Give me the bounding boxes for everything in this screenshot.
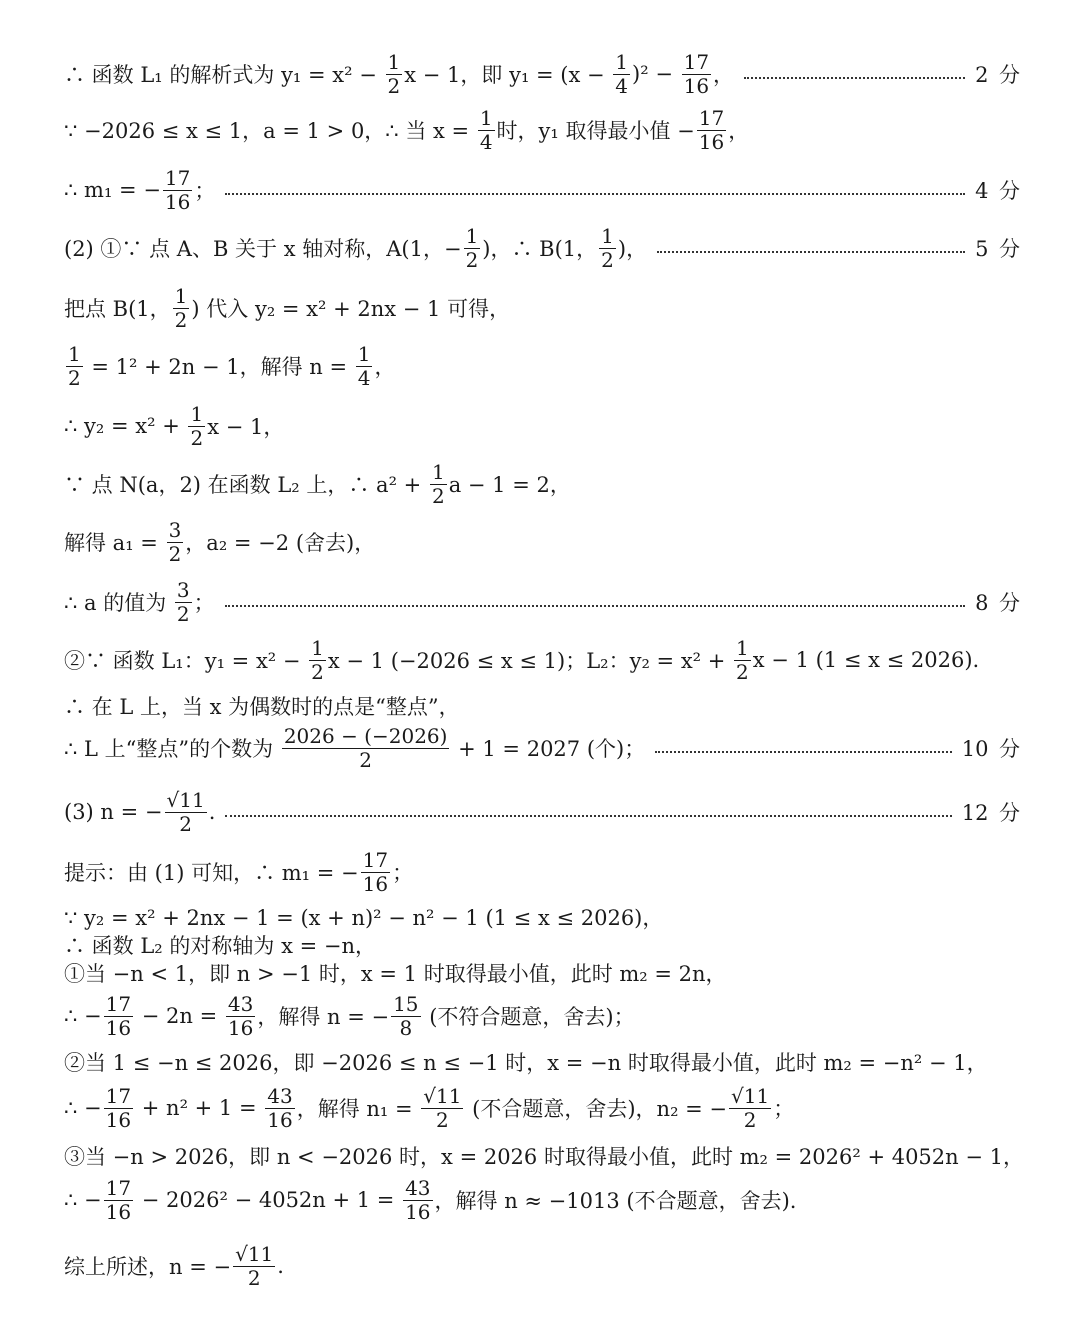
score-points: 8 (975, 591, 989, 615)
math-text: ； (193, 591, 215, 615)
math-text: . (277, 1254, 284, 1278)
math-text: ∴ 函数 L₁ 的解析式为 y₁ = x² − (64, 63, 384, 87)
dot-leader (657, 251, 965, 253)
fraction (104, 1083, 133, 1132)
score-points: 4 (975, 179, 989, 203)
fraction-numerator: 43 (227, 991, 254, 1016)
math-text: ∵ y₂ = x² + 2nx − 1 = (x + n)² − n² − 1 (1 ≤ x ≤ 2026)， (64, 906, 664, 930)
math-text: ②∵ 函数 L₁：y₁ = x² − (64, 649, 308, 673)
fraction (430, 459, 447, 508)
solution-line (64, 782, 1020, 842)
solution-line (64, 396, 1020, 456)
line-content (64, 1175, 797, 1224)
score-points: 10 (961, 737, 989, 761)
fraction-denominator: 2 (68, 365, 81, 390)
math-text: ∵ 点 N(a，2) 在函数 L₂ 上，∴ a² + (64, 473, 428, 497)
fraction (599, 223, 616, 272)
fraction-numerator: 1 (68, 341, 81, 366)
math-text: ； (773, 1097, 795, 1121)
fraction (167, 517, 184, 566)
math-text: 把点 B(1， (64, 297, 171, 321)
fraction-numerator: 1 (357, 341, 371, 366)
line-content (64, 105, 750, 154)
math-text: ， (728, 119, 750, 143)
line-content (64, 49, 735, 98)
fraction-numerator: √11 (235, 1241, 274, 1266)
math-text: (不合题意，舍去)，n₂ = − (465, 1097, 728, 1121)
math-text: x − 1，即 y₁ = (x − (404, 63, 612, 87)
fraction-denominator: 16 (405, 1199, 431, 1224)
fraction-numerator: 1 (736, 635, 749, 660)
fraction-numerator: √11 (423, 1083, 462, 1108)
fraction-numerator: 1 (387, 49, 401, 74)
fraction-denominator: 2 (190, 425, 204, 450)
fraction-denominator: 2 (431, 483, 445, 508)
fraction (729, 1083, 771, 1132)
math-text: ∴ − (64, 1096, 102, 1120)
math-text: + 1 = 2027 (个)； (451, 737, 646, 761)
score-unit: 分 (988, 237, 1020, 261)
fraction-numerator: 2026 − (−2026) (283, 723, 448, 748)
fraction-denominator: 8 (399, 1015, 413, 1040)
math-text: . (208, 800, 216, 824)
score-label (975, 175, 1020, 205)
math-text: ， (713, 63, 735, 87)
line-content (64, 401, 285, 450)
fraction-numerator: 1 (431, 459, 445, 484)
fraction (165, 787, 207, 836)
line-content (64, 723, 646, 772)
fraction-denominator: 16 (362, 871, 389, 896)
solution-line (64, 218, 1020, 278)
fraction-numerator: 17 (698, 105, 725, 130)
fraction (421, 1083, 463, 1132)
line-content (64, 958, 727, 988)
math-text: ∴ y₂ = x² + (64, 414, 187, 438)
line-content (64, 787, 216, 836)
math-text: 时，y₁ 取得最小值 − (496, 119, 695, 143)
score-label (962, 733, 1020, 763)
line-content (64, 283, 511, 332)
fraction-denominator: 2 (168, 541, 182, 566)
math-text: − 2026² − 4052n + 1 = (135, 1188, 402, 1212)
fraction (175, 577, 192, 626)
fraction-denominator: 2 (743, 1107, 757, 1132)
fraction (233, 1241, 275, 1290)
fraction-numerator: 1 (174, 283, 188, 308)
dot-leader (225, 815, 951, 817)
fraction-numerator: 1 (190, 401, 204, 426)
score-unit: 分 (988, 179, 1020, 203)
math-text: )² − (632, 62, 680, 86)
score-label (975, 59, 1020, 89)
fraction-numerator: 43 (267, 1083, 293, 1108)
line-content (64, 691, 460, 721)
fraction-denominator: 2 (179, 811, 192, 836)
math-text: ∴ m₁ = − (64, 178, 161, 202)
fraction-numerator: 1 (479, 105, 493, 130)
math-text: ，解得 n₁ = (296, 1097, 420, 1121)
math-text: ； (194, 179, 216, 203)
fraction-denominator: 2 (311, 659, 324, 684)
score-label (975, 587, 1020, 617)
math-text: ∴ a 的值为 (64, 591, 173, 615)
fraction-numerator: 1 (311, 635, 324, 660)
fraction-denominator: 4 (615, 73, 629, 98)
math-text: x − 1， (207, 415, 285, 439)
math-text: ③当 −n > 2026，即 n < −2026 时，x = 2026 时取得最小值，此时 m₂ = 2026² + 4052n − 1， (64, 1145, 1024, 1169)
math-text: ) 代入 y₂ = x² + 2nx − 1 可得， (191, 297, 511, 321)
math-text: ②当 1 ≤ −n ≤ 2026，即 −2026 ≤ n ≤ −1 时，x = −n 时取得最小值，此时 m₂ = −n² − 1， (64, 1051, 988, 1075)
score-points: 12 (961, 801, 989, 825)
dot-leader (225, 193, 965, 195)
fraction-denominator: 2 (387, 73, 401, 98)
fraction-numerator: 1 (601, 223, 614, 248)
math-text: ∴ 在 L 上，当 x 为偶数时的点是“整点”， (64, 695, 460, 719)
math-text: ， (374, 355, 396, 379)
math-text: = 1² + 2n − 1，解得 n = (84, 355, 354, 379)
fraction-denominator: 2 (601, 247, 614, 272)
fraction-denominator: 2 (465, 247, 479, 272)
fraction (188, 401, 205, 450)
line-content (64, 459, 571, 508)
fraction (163, 165, 192, 214)
math-text: (2) ①∵ 点 A、B 关于 x 轴对称，A(1，− (64, 237, 462, 261)
fraction-denominator: 16 (267, 1107, 293, 1132)
solution-line (64, 512, 1020, 572)
dot-leader (655, 751, 952, 753)
solution-line (64, 572, 1020, 632)
math-text: − 2n = (135, 1004, 224, 1028)
fraction-denominator: 4 (357, 365, 371, 390)
fraction-numerator: 17 (105, 1083, 132, 1108)
score-label (962, 797, 1020, 827)
line-content (64, 577, 215, 626)
solution-line (64, 718, 1020, 778)
math-text: ①当 −n < 1，即 n > −1 时，x = 1 时取得最小值，此时 m₂ = 2n， (64, 962, 727, 986)
fraction-denominator: 4 (479, 129, 493, 154)
math-text: (不符合题意，舍去)； (422, 1005, 635, 1029)
math-text: ，解得 n ≈ −1013 (不合题意，舍去). (434, 1189, 797, 1213)
fraction-numerator: 1 (615, 49, 629, 74)
math-text: 解得 a₁ = (64, 531, 165, 555)
solution-line (64, 44, 1020, 104)
fraction-numerator: √11 (166, 787, 205, 812)
math-text: ∴ L 上“整点”的个数为 (64, 737, 280, 761)
solution-line (64, 160, 1020, 220)
score-label (975, 233, 1020, 263)
math-text: ∴ 函数 L₂ 的对称轴为 x = −n， (64, 934, 376, 958)
fraction-denominator: 2 (359, 747, 372, 772)
fraction (478, 105, 495, 154)
math-text: )， (617, 237, 648, 261)
fraction-numerator: 1 (465, 223, 479, 248)
math-text: )，∴ B(1， (482, 237, 598, 261)
math-text: x − 1 (1 ≤ x ≤ 2026). (752, 648, 980, 672)
fraction (104, 1175, 133, 1224)
score-unit: 分 (988, 63, 1020, 87)
fraction-denominator: 16 (105, 1107, 132, 1132)
fraction-denominator: 2 (736, 659, 749, 684)
score-points: 5 (975, 237, 989, 261)
line-content (64, 165, 216, 214)
fraction (403, 1175, 432, 1224)
math-text: (3) n = − (64, 800, 163, 824)
score-points: 2 (975, 63, 989, 87)
fraction-numerator: 3 (176, 577, 190, 602)
fraction-numerator: 17 (683, 49, 710, 74)
score-unit: 分 (988, 591, 1020, 615)
solution-line (64, 1170, 1020, 1230)
fraction-denominator: 16 (698, 129, 725, 154)
math-text: + n² + 1 = (135, 1096, 264, 1120)
line-content (64, 1047, 988, 1077)
fraction-denominator: 16 (227, 1015, 254, 1040)
line-content (64, 517, 376, 566)
math-text: ∵ −2026 ≤ x ≤ 1，a = 1 > 0，∴ 当 x = (64, 119, 476, 143)
dot-leader (744, 77, 965, 79)
line-content (64, 1083, 795, 1132)
fraction-numerator: 17 (105, 991, 132, 1016)
fraction-denominator: 16 (164, 189, 191, 214)
fraction-numerator: √11 (731, 1083, 770, 1108)
fraction (265, 1083, 294, 1132)
line-content (64, 1141, 1024, 1171)
fraction-numerator: 43 (405, 1175, 431, 1200)
score-unit: 分 (988, 737, 1020, 761)
fraction (682, 49, 711, 98)
fraction-numerator: 17 (164, 165, 191, 190)
solution-line (64, 100, 1020, 160)
fraction-denominator: 16 (105, 1015, 132, 1040)
math-text: x − 1 (−2026 ≤ x ≤ 1)；L₂：y₂ = x² + (327, 649, 733, 673)
score-unit: 分 (988, 801, 1020, 825)
fraction-denominator: 16 (105, 1199, 132, 1224)
solution-line (64, 336, 1020, 396)
line-content (64, 341, 396, 390)
math-text: ∴ − (64, 1004, 102, 1028)
fraction (697, 105, 726, 154)
fraction (613, 49, 630, 98)
fraction-denominator: 2 (174, 307, 188, 332)
solution-line (64, 278, 1020, 338)
math-text: ∴ − (64, 1188, 102, 1212)
fraction-numerator: 17 (362, 847, 389, 872)
fraction-denominator: 2 (176, 601, 190, 626)
fraction (282, 723, 450, 772)
math-text: ，解得 n = − (257, 1005, 390, 1029)
math-text: ； (392, 861, 414, 885)
fraction-denominator: 2 (436, 1107, 449, 1132)
line-content (64, 1241, 284, 1290)
math-text: a − 1 = 2， (448, 473, 571, 497)
fraction (464, 223, 481, 272)
math-text: 提示：由 (1) 可知，∴ m₁ = − (64, 861, 359, 885)
solution-line (64, 1236, 1020, 1296)
fraction (356, 341, 373, 390)
fraction (173, 283, 190, 332)
math-text: 综上所述，n = − (64, 1255, 232, 1279)
solution-line (64, 454, 1020, 514)
fraction-numerator: 3 (168, 517, 182, 542)
math-text: ，a₂ = −2 (舍去)， (185, 531, 376, 555)
fraction (66, 341, 83, 390)
line-content (64, 223, 648, 272)
fraction-denominator: 16 (683, 73, 710, 98)
fraction-denominator: 2 (247, 1265, 261, 1290)
dot-leader (225, 605, 965, 607)
fraction-numerator: 15 (393, 991, 419, 1016)
fraction (386, 49, 403, 98)
fraction-numerator: 17 (105, 1175, 132, 1200)
